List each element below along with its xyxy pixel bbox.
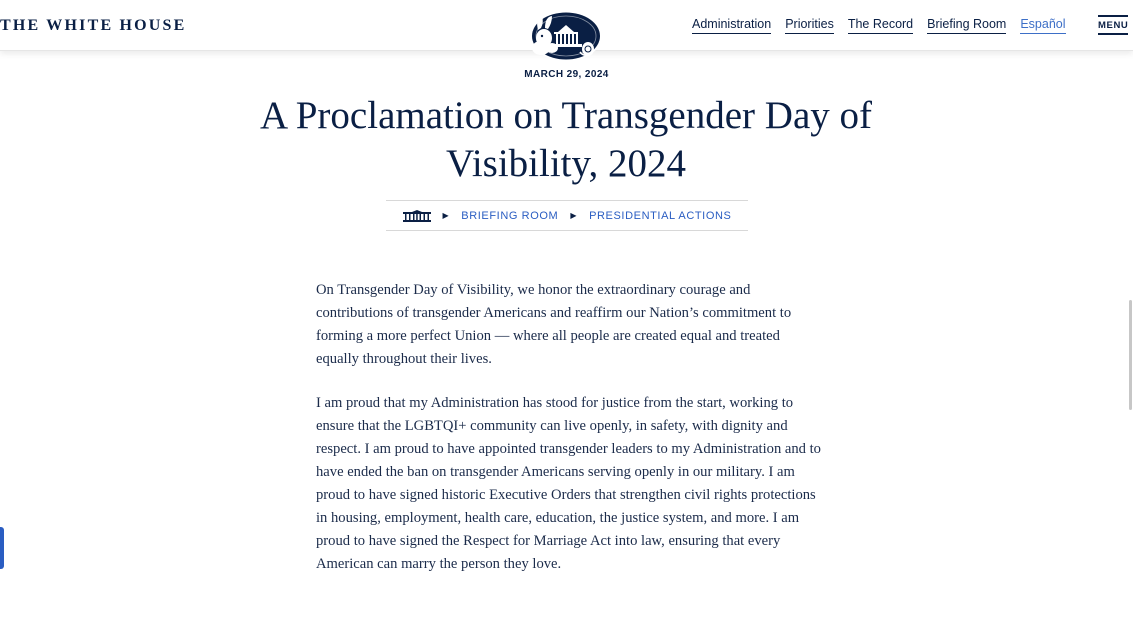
nav-link-priorities[interactable]: Priorities xyxy=(785,17,834,34)
main-nav xyxy=(692,17,1066,34)
article-date: MARCH 29, 2024 xyxy=(524,69,609,80)
menu-bar-top xyxy=(1098,15,1128,17)
menu-label: MENU xyxy=(1098,20,1129,31)
breadcrumb-chevron-icon: ▶ xyxy=(570,211,578,220)
white-house-home-icon[interactable] xyxy=(403,210,431,222)
menu-button[interactable] xyxy=(1098,15,1128,35)
nav-link-briefing-room[interactable]: Briefing Room xyxy=(927,17,1006,34)
page-scrollbar[interactable] xyxy=(1129,300,1132,410)
nav-link-administration[interactable]: Administration xyxy=(692,17,771,34)
breadcrumb-chevron-icon: ▶ xyxy=(442,211,450,220)
breadcrumb xyxy=(386,200,748,231)
article-paragraph: On Transgender Day of Visibility, we honor the extraordinary courage and contributions of transgender Americans and reaffirm our Nation’s commitment to forming a more perfect Union — where all people are created equal and treated equally throughout their lives. xyxy=(316,282,792,367)
page-title: A Proclamation on Transgender Day of Visibility, 2024 xyxy=(259,94,872,185)
nav-link-espanol[interactable]: Español xyxy=(1020,17,1065,34)
breadcrumb-presidential-actions[interactable]: PRESIDENTIAL ACTIONS xyxy=(589,209,732,222)
white-house-seal-icon[interactable] xyxy=(528,10,604,64)
breadcrumb-briefing-room[interactable]: BRIEFING ROOM xyxy=(461,209,559,222)
nav-link-the-record[interactable]: The Record xyxy=(848,17,913,34)
feedback-tab[interactable] xyxy=(0,527,4,569)
site-brand-link[interactable]: THE WHITE HOUSE xyxy=(0,17,187,34)
article-paragraph: I am proud that my Administration has stood for justice from the start, working to ensure that the LGBTQI+ community can live openly, in safety, with dignity and respect. I am proud to have appointed transgender leaders to my Administration and to have ended the ban on transgender Americans serving openly in our military. I am proud to have signed historic Executive Orders that strengthen civil rights protections in housing, employment, health care, education, the justice system, and more. I am proud to have signed the Respect for Marriage Act into law, ensuring that every American can marry the person they love. xyxy=(316,395,821,572)
article-body xyxy=(316,279,824,597)
menu-bar-bottom xyxy=(1098,33,1128,35)
